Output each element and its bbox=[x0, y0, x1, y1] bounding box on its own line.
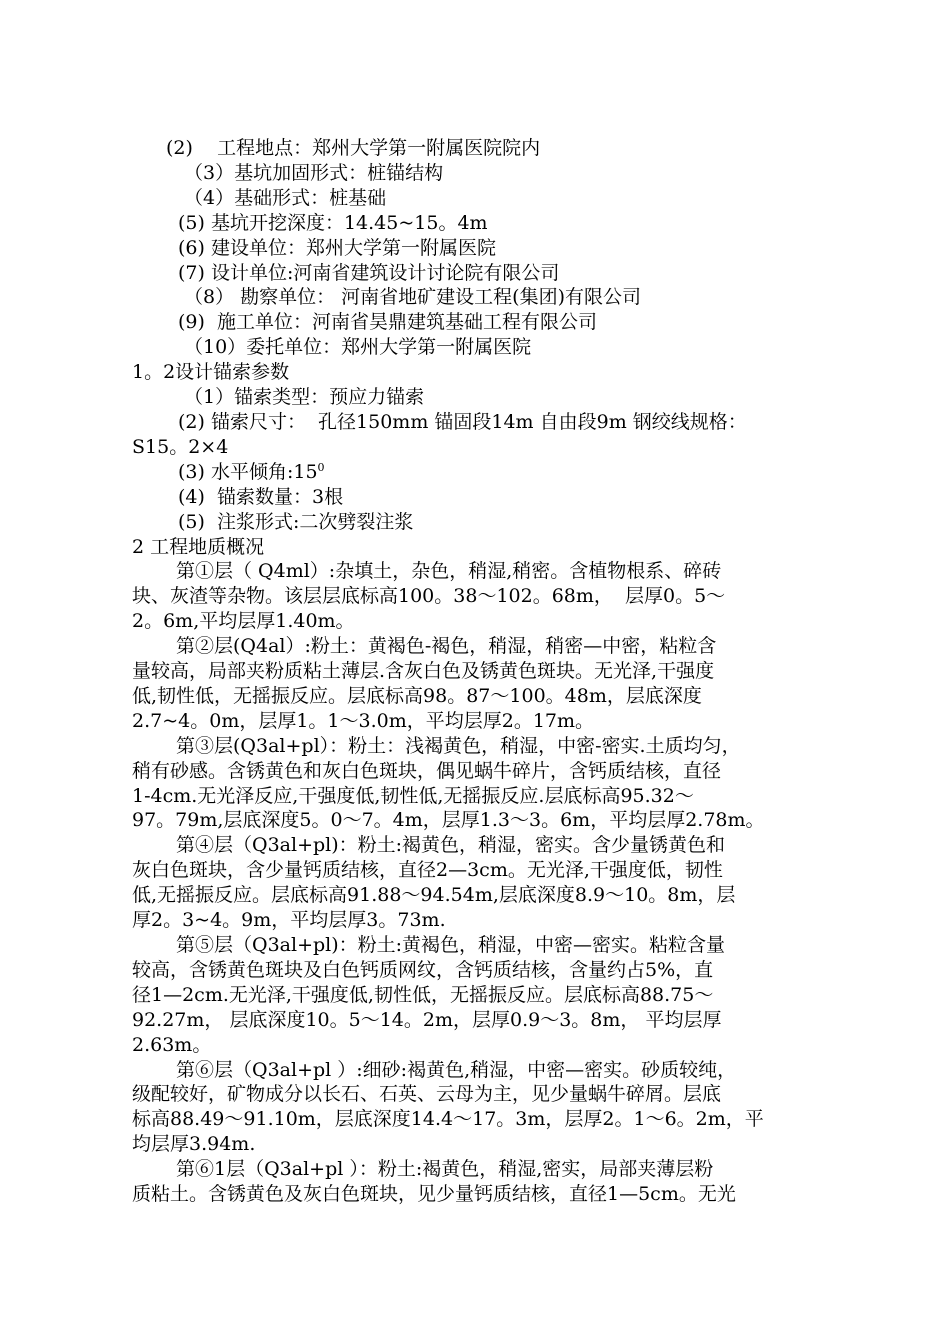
layer-4-line: 第④层（Q3al+pl)：粉土:褐黄色，稍湿，密实。含少量锈黄色和 bbox=[176, 834, 726, 857]
layer-1-line: 第①层（ Q4ml）:杂填土，杂色，稍湿,稍密。含植物根系、碎砖 bbox=[176, 560, 722, 583]
layer-1 bbox=[132, 559, 832, 634]
layer-3 bbox=[132, 734, 832, 834]
layer-2-line: 2.7~4。0m，层厚1。1～3.0m，平均层厚2。17m。 bbox=[132, 709, 595, 732]
section-1-2-heading: 1。2设计锚索参数 bbox=[132, 361, 290, 384]
layer-4 bbox=[132, 833, 832, 933]
layer-5-line: 第⑤层（Q3al+pl)：粉土:黄褐色，稍湿，中密—密实。粘粒含量 bbox=[176, 934, 726, 956]
anchor-count: (4) 锚索数量：3根 bbox=[178, 485, 344, 508]
layer-4-line: 低,无摇振反应。层底标高91.88～94.54m,层底深度8.9～10。8m，层 bbox=[132, 884, 736, 907]
layer-2-line: 低,韧性低，无摇振反应。层底标高98。87～100。48m，层底深度 bbox=[132, 684, 702, 707]
layer-6-1-line: 质粘土。含锈黄色及灰白色斑块，见少量钙质结核，直径1—5cm。无光 bbox=[132, 1183, 736, 1206]
layer-4-line: 厚2。3~4。9m，平均层厚3。73m. bbox=[132, 909, 446, 932]
survey-unit: （8） 勘察单位： 河南省地矿建设工程(集团)有限公司 bbox=[184, 286, 641, 309]
section-2-heading: 2 工程地质概况 bbox=[132, 535, 265, 558]
layer-6-1 bbox=[132, 1157, 832, 1207]
anchor-angle-text: (3) 水平倾角:15 bbox=[178, 460, 318, 483]
layer-5-line: 92.27m， 层底深度10。5～14。2m，层厚0.9～3。8m， 平均层厚 bbox=[132, 1008, 722, 1031]
layer-5 bbox=[132, 933, 832, 1058]
layer-5-line: 较高，含锈黄色斑块及白色钙质网纹，含钙质结核，含量约占5%，直 bbox=[132, 958, 714, 981]
layer-6-line: 第⑥层（Q3al+pl ）:细砂:褐黄色,稍湿，中密—密实。砂质较纯， bbox=[176, 1058, 737, 1081]
design-unit: (7) 设计单位:河南省建筑设计讨论院有限公司 bbox=[178, 261, 560, 284]
pit-reinforcement-type: （3）基坑加固形式：桩锚结构 bbox=[184, 161, 444, 184]
layer-3-line: 稍有砂感。含锈黄色和灰白色斑块，偶见蜗牛碎片，含钙质结核，直径 bbox=[132, 759, 722, 782]
layer-2-line: 第②层(Q4al）:粉土：黄褐色-褐色，稍湿，稍密—中密，粘粒含 bbox=[176, 635, 717, 658]
layer-3-line: 第③层(Q3al+pl）：粉土：浅褐黄色，稍湿，中密-密实.土质均匀， bbox=[176, 734, 741, 757]
layer-5-line: 径1—2cm.无光泽,干强度低,韧性低，无摇振反应。层底标高88.75～ bbox=[132, 983, 714, 1006]
anchor-angle-sup: 0 bbox=[317, 460, 325, 474]
grouting-type: (5) 注浆形式:二次劈裂注浆 bbox=[178, 510, 414, 533]
layer-3-line: 1-4cm.无光泽反应,干强度低,韧性低,无摇振反应.层底标高95.32～ bbox=[132, 784, 694, 807]
document-page bbox=[132, 136, 832, 1207]
anchor-type: （1）锚索类型：预应力锚索 bbox=[184, 386, 425, 409]
excavation-depth: (5) 基坑开挖深度：14.45~15。4m bbox=[178, 211, 488, 234]
anchor-size-cont: S15。2×4 bbox=[132, 435, 229, 458]
layer-2-line: 量较高，局部夹粉质粘土薄层.含灰白色及锈黄色斑块。无光泽,干强度 bbox=[132, 660, 715, 683]
layer-6-line: 级配较好，矿物成分以长石、石英、云母为主，见少量蜗牛碎屑。层底 bbox=[132, 1083, 722, 1106]
layer-5-line: 2.63m。 bbox=[132, 1033, 212, 1056]
foundation-type: （4）基础形式：桩基础 bbox=[184, 186, 387, 209]
layer-6-1-line: 第⑥1层（Q3al+pl ）：粉土:褐黄色，稍湿,密实，局部夹薄层粉 bbox=[176, 1158, 714, 1181]
anchor-angle bbox=[132, 460, 832, 485]
layer-1-line: 块、灰渣等杂物。该层层底标高100。38～102。68m， 层厚0。5～ bbox=[132, 585, 726, 608]
project-location: (2) 工程地点：郑州大学第一附属医院院内 bbox=[166, 137, 541, 159]
anchor-size: (2) 锚索尺寸： 孔径150mm 锚固段14m 自由段9m 钢绞线规格： bbox=[178, 410, 747, 433]
layer-2 bbox=[132, 634, 832, 734]
layer-3-line: 97。79m,层底深度5。0～7。4m，层厚1.3～3。6m，平均层厚2.78m。 bbox=[132, 809, 765, 832]
layer-1-line: 2。6m,平均层厚1.40m。 bbox=[132, 610, 355, 633]
layer-6-line: 均层厚3.94m. bbox=[132, 1133, 256, 1156]
layer-4-line: 灰白色斑块，含少量钙质结核，直径2—3cm。无光泽,干强度低，韧性 bbox=[132, 859, 723, 882]
layer-6 bbox=[132, 1058, 832, 1158]
layer-6-line: 标高88.49～91.10m，层底深度14.4～17。3m，层厚2。1～6。2m，平 bbox=[132, 1108, 764, 1131]
contractor-unit: (9) 施工单位：河南省昊鼎建筑基础工程有限公司 bbox=[178, 311, 597, 334]
client-unit: （10）委托单位：郑州大学第一附属医院 bbox=[184, 336, 532, 359]
construction-unit: (6) 建设单位：郑州大学第一附属医院 bbox=[178, 236, 496, 259]
